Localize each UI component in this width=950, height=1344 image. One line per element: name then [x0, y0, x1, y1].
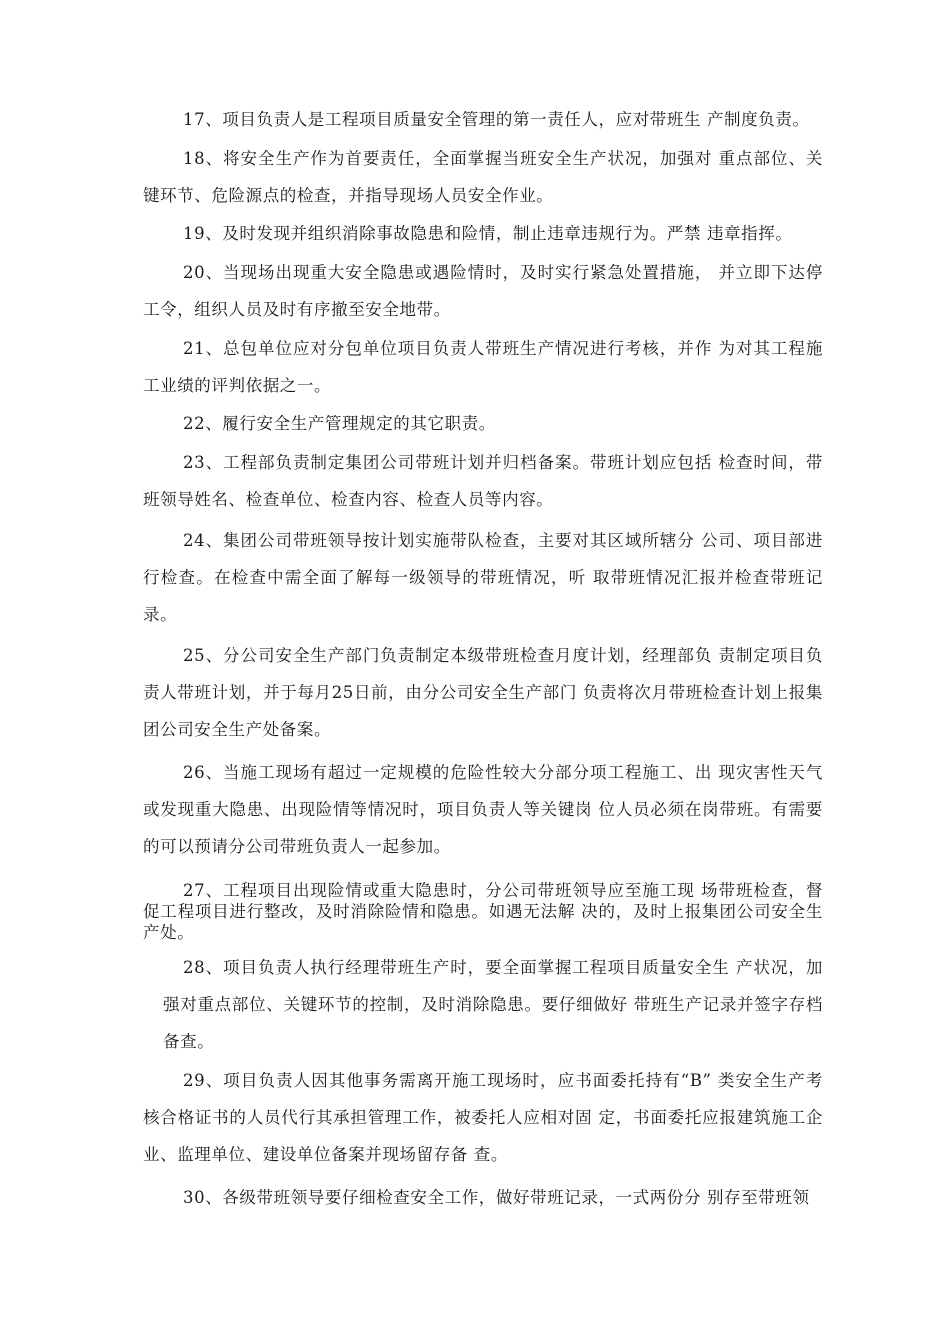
paragraph-20: 20、当现场出现重大安全隐患或遇险情时，及时实行紧急处置措施， 并立即下达停工令，组织人员及时有序撤至安全地带。 — [143, 263, 823, 319]
paragraph-28: 28、项目负责人执行经理带班生产时，要全面掌握工程项目质量安全生 产状况，加强对重点部位、关键环节的控制，及时消除隐患。要仔细做好 带班生产记录并签字存档备查。 — [163, 958, 823, 1051]
paragraph-17: 17、项目负责人是工程项目质量安全管理的第一责任人，应对带班生 产制度负责。 — [183, 110, 810, 129]
paragraph-25: 25、分公司安全生产部门负责制定本级带班检查月度计划，经理部负 责制定项目负责人带班计划，并于每月25日前，由分公司安全生产部门 负责将次月带班检查计划上报集团公司安全生产处备案。 — [143, 646, 823, 739]
paragraph-21: 21、总包单位应对分包单位项目负责人带班生产情况进行考核，并作 为对其工程施工业绩的评判依据之一。 — [143, 339, 823, 395]
paragraph-18: 18、将安全生产作为首要责任，全面掌握当班安全生产状况，加强对 重点部位、关键环节、危险源点的检查，并指导现场人员安全作业。 — [143, 149, 823, 205]
paragraph-27: 27、工程项目出现险情或重大隐患时，分公司带班领导应至施工现 场带班检查，督促工程项目进行整改，及时消除险情和隐患。如遇无法解 决的，及时上报集团公司安全生产处。 — [143, 881, 823, 942]
paragraph-24: 24、集团公司带班领导按计划实施带队检查，主要对其区域所辖分 公司、项目部进行检查。在检查中需全面了解每一级领导的带班情况，听 取带班情况汇报并检查带班记录。 — [143, 531, 823, 624]
paragraph-19: 19、及时发现并组织消除事故隐患和险情，制止违章违规行为。严禁 违章指挥。 — [183, 224, 793, 243]
paragraph-29: 29、项目负责人因其他事务需离开施工现场时，应书面委托持有“B” 类安全生产考核合格证书的人员代行其承担管理工作，被委托人应相对固 定，书面委托应报建筑施工企业、监理单位、建设单位备案并现场留存备 查。 — [143, 1071, 823, 1164]
paragraph-22: 22、履行安全生产管理规定的其它职责。 — [183, 414, 496, 433]
paragraph-30: 30、各级带班领导要仔细检查安全工作，做好带班记录，一式两份分 别存至带班领 — [183, 1188, 810, 1207]
paragraph-26: 26、当施工现场有超过一定规模的危险性较大分部分项工程施工、出 现灾害性天气或发现重大隐患、出现险情等情况时，项目负责人等关键岗 位人员必须在岗带班。有需要的可以预请分公司带班负责人一起参加。 — [143, 763, 823, 856]
paragraph-23: 23、工程部负责制定集团公司带班计划并归档备案。带班计划应包括 检查时间，带班领导姓名、检查单位、检查内容、检查人员等内容。 — [143, 453, 823, 509]
